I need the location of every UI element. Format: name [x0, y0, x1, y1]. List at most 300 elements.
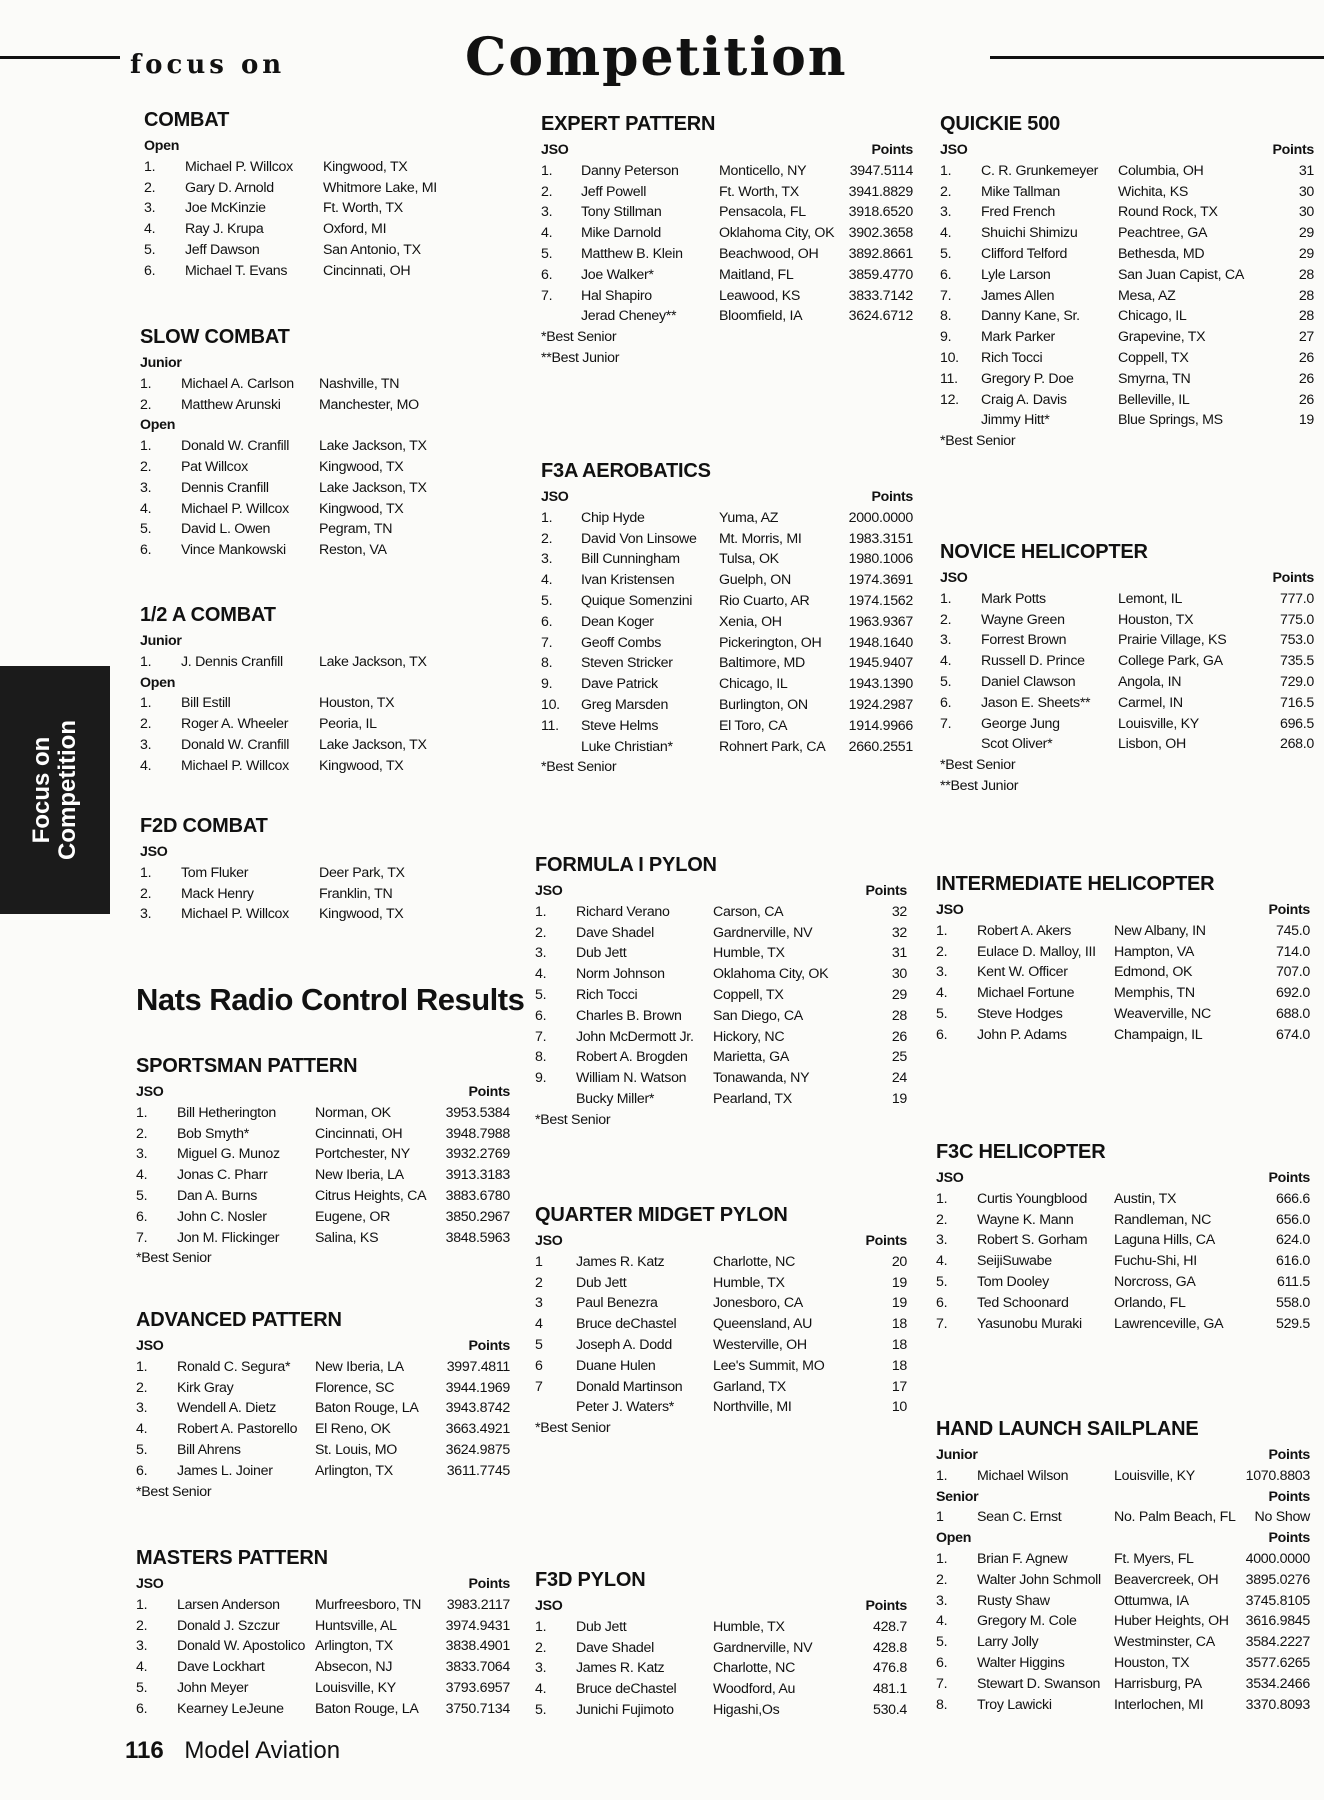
- points: 530.4: [872, 1701, 907, 1718]
- competitor-name: Joseph A. Dodd: [576, 1336, 672, 1353]
- competitor-name: William N. Watson: [576, 1070, 687, 1087]
- competitor-name: Daniel Clawson: [981, 673, 1076, 690]
- competitor-name: Jeff Dawson: [185, 241, 260, 258]
- place: 6.: [936, 1026, 948, 1043]
- result-row: [936, 1314, 1310, 1335]
- result-row: [936, 1293, 1310, 1314]
- points: 3997.4811: [446, 1358, 510, 1375]
- result-row: [535, 1252, 907, 1273]
- hometown: Cincinnati, OH: [315, 1125, 403, 1142]
- place: 5.: [936, 1005, 948, 1022]
- competitor-name: Dub Jett: [576, 1618, 627, 1635]
- hometown: Citrus Heights, CA: [315, 1187, 427, 1204]
- place: 4: [535, 1316, 543, 1333]
- points: 20: [891, 1253, 907, 1270]
- hometown: Xenia, OH: [719, 613, 782, 630]
- hometown: St. Louis, MO: [315, 1441, 398, 1458]
- points: 1945.9407: [848, 655, 913, 672]
- hometown: Monticello, NY: [719, 162, 807, 179]
- points: 27: [1298, 329, 1314, 346]
- place: 2.: [936, 1211, 948, 1228]
- place: 7.: [936, 1675, 948, 1692]
- place: 6.: [541, 266, 553, 283]
- competitor-name: Fred French: [981, 204, 1055, 221]
- section-quickie-500: [940, 110, 1314, 452]
- competitor-name: Yasunobu Muraki: [977, 1315, 1082, 1332]
- hometown: Oxford, MI: [323, 221, 387, 238]
- points: 17: [891, 1378, 907, 1395]
- result-row: [940, 286, 1314, 307]
- hometown: Garland, TX: [713, 1378, 786, 1395]
- competitor-name: George Jung: [981, 715, 1060, 732]
- competitor-name: Kent W. Officer: [977, 964, 1068, 981]
- result-row: [936, 1695, 1310, 1716]
- competitor-name: Matthew B. Klein: [581, 245, 683, 262]
- group-header: [140, 842, 440, 863]
- hometown: Huber Heights, OH: [1114, 1613, 1229, 1630]
- hometown: Arlington, TX: [315, 1462, 393, 1479]
- section-f3d-pylon: [535, 1566, 907, 1721]
- result-row: [936, 1653, 1310, 1674]
- result-row: [140, 457, 440, 478]
- group-header: [936, 1445, 1310, 1466]
- result-row: [940, 410, 1314, 431]
- footnote: *Best Senior: [535, 1111, 611, 1128]
- place: 1: [936, 1509, 944, 1526]
- competitor-name: Kirk Gray: [177, 1379, 234, 1396]
- place: 2.: [535, 924, 547, 941]
- result-row: [535, 1027, 907, 1048]
- hometown: Baton Rouge, LA: [315, 1400, 419, 1417]
- points: 611.5: [1277, 1273, 1310, 1290]
- footnote: *Best Senior: [136, 1250, 212, 1267]
- result-row: [140, 735, 440, 756]
- hometown: Jonesboro, CA: [713, 1295, 803, 1312]
- place: 5.: [940, 673, 952, 690]
- section-title: ADVANCED PATTERN: [136, 1309, 342, 1331]
- competitor-name: Gregory M. Cole: [977, 1613, 1077, 1630]
- place: 1.: [936, 922, 948, 939]
- section-title: QUARTER MIDGET PYLON: [535, 1204, 788, 1226]
- place: 5.: [936, 1634, 948, 1651]
- competitor-name: Steven Stricker: [581, 655, 673, 672]
- points: 1974.3691: [848, 572, 913, 589]
- page-footer: [125, 1737, 340, 1765]
- side-tab-line2: Competition: [54, 720, 81, 860]
- result-row: [940, 348, 1314, 369]
- hometown: Maitland, FL: [719, 266, 794, 283]
- result-row: [136, 1378, 510, 1399]
- place: 3.: [140, 479, 152, 496]
- competitor-name: Bill Ahrens: [177, 1441, 241, 1458]
- result-row: [136, 1357, 510, 1378]
- group-header: [136, 1082, 510, 1103]
- competitor-name: Bruce deChastel: [576, 1316, 677, 1333]
- points-header: Points: [1268, 902, 1310, 918]
- result-row: [936, 1230, 1310, 1251]
- hometown: Bloomfield, IA: [719, 308, 803, 325]
- section-advanced-pattern: [136, 1306, 510, 1502]
- hometown: Lake Jackson, TX: [319, 736, 427, 753]
- result-row: [136, 1103, 510, 1124]
- place: 3.: [535, 1660, 547, 1677]
- competitor-name: Charles B. Brown: [576, 1007, 682, 1024]
- competitor-name: Geoff Combs: [581, 634, 662, 651]
- competitor-name: Quique Somenzini: [581, 592, 693, 609]
- footnote: *Best Senior: [541, 759, 617, 776]
- competitor-name: Dub Jett: [576, 945, 627, 962]
- hometown: Carmel, IN: [1118, 694, 1183, 711]
- competitor-name: Brian F. Agnew: [977, 1550, 1068, 1567]
- hometown: Westminster, CA: [1114, 1634, 1215, 1651]
- result-row: [535, 1335, 907, 1356]
- result-row: [940, 589, 1314, 610]
- place: 2.: [541, 183, 553, 200]
- group-label: JSO: [136, 1338, 164, 1354]
- footnote: **Best Junior: [541, 349, 620, 366]
- result-row: [936, 1189, 1310, 1210]
- points: 2660.2551: [848, 738, 913, 755]
- place: 8.: [940, 308, 952, 325]
- group-header: [140, 415, 440, 436]
- group-header: [936, 900, 1310, 921]
- result-row: [140, 652, 440, 673]
- place: 2.: [940, 183, 952, 200]
- competitor-name: Lyle Larson: [981, 266, 1051, 283]
- hometown: Nashville, TN: [319, 375, 400, 392]
- place: 5.: [535, 1701, 547, 1718]
- hometown: Higashi,Os: [713, 1701, 780, 1718]
- section-sportsman-pattern: [136, 1052, 510, 1269]
- result-row: [535, 1679, 907, 1700]
- points: 656.0: [1275, 1211, 1310, 1228]
- result-row: [535, 1089, 907, 1110]
- competitor-name: Craig A. Davis: [981, 391, 1067, 408]
- result-row: [541, 695, 913, 716]
- hometown: Lemont, IL: [1118, 590, 1183, 607]
- points: 1914.9966: [848, 717, 913, 734]
- competitor-name: Rich Tocci: [981, 349, 1043, 366]
- place: 6: [535, 1357, 543, 1374]
- group-label: JSO: [535, 1233, 563, 1249]
- place: 4.: [535, 966, 547, 983]
- group-header: [936, 1487, 1310, 1508]
- group-label: Senior: [936, 1488, 979, 1505]
- hometown: New Iberia, LA: [315, 1167, 404, 1184]
- hometown: Marietta, GA: [713, 1049, 790, 1066]
- competitor-name: Ray J. Krupa: [185, 221, 264, 238]
- place: 5.: [136, 1679, 148, 1696]
- hometown: Fuchu-Shi, HI: [1114, 1253, 1197, 1270]
- result-row: [535, 1293, 907, 1314]
- place: 5.: [541, 245, 553, 262]
- group-label: JSO: [535, 883, 563, 899]
- points: 3883.6780: [445, 1187, 510, 1204]
- competitor-name: Vince Mankowski: [181, 542, 286, 559]
- hometown: Houston, TX: [1118, 611, 1194, 628]
- result-row: [144, 219, 444, 240]
- section-half-a-combat: [140, 601, 440, 777]
- competitor-name: James Allen: [981, 287, 1055, 304]
- side-tab-line1: Focus on: [28, 736, 55, 844]
- group-label: Junior: [140, 633, 182, 649]
- result-row: [140, 436, 440, 457]
- competitor-name: John McDermott Jr.: [576, 1028, 694, 1045]
- place: 2.: [140, 396, 152, 413]
- result-row: [940, 182, 1314, 203]
- place: 5: [535, 1336, 543, 1353]
- hometown: Tulsa, OK: [719, 551, 779, 568]
- place: 5.: [140, 521, 152, 538]
- points: 30: [1298, 204, 1314, 221]
- competitor-name: Forrest Brown: [981, 632, 1067, 649]
- points: 775.0: [1279, 611, 1314, 628]
- points: 428.7: [872, 1618, 907, 1635]
- points: 3838.4901: [445, 1638, 510, 1655]
- points: 707.0: [1275, 964, 1310, 981]
- competitor-name: Donald Martinson: [576, 1378, 683, 1395]
- competitor-name: Duane Hulen: [576, 1357, 656, 1374]
- place: 1.: [936, 1467, 948, 1484]
- result-row: [136, 1228, 510, 1249]
- competitor-name: Robert A. Brogden: [576, 1049, 688, 1066]
- place: 5.: [136, 1187, 148, 1204]
- result-row: [136, 1440, 510, 1461]
- result-row: [140, 519, 440, 540]
- place: 6.: [940, 694, 952, 711]
- result-row: [541, 549, 913, 570]
- result-row: [940, 651, 1314, 672]
- hometown: New Albany, IN: [1114, 922, 1206, 939]
- result-row: [936, 983, 1310, 1004]
- result-row: [936, 1591, 1310, 1612]
- group-header: [136, 1574, 510, 1595]
- points: 1963.9367: [848, 613, 913, 630]
- points: 31: [1298, 162, 1314, 179]
- hometown: Kingwood, TX: [323, 158, 408, 175]
- points: 674.0: [1275, 1026, 1310, 1043]
- hometown: San Diego, CA: [713, 1007, 803, 1024]
- hometown: Hampton, VA: [1114, 943, 1195, 960]
- place: 5.: [535, 986, 547, 1003]
- competitor-name: Tom Dooley: [977, 1273, 1049, 1290]
- points: 32: [891, 903, 907, 920]
- section-title: F3D PYLON: [535, 1569, 646, 1591]
- footnote: *Best Senior: [940, 433, 1016, 450]
- competitor-name: Dean Koger: [581, 613, 654, 630]
- result-row: [535, 1700, 907, 1721]
- hometown: Rio Cuarto, AR: [719, 592, 810, 609]
- result-row: [541, 182, 913, 203]
- hometown: Peachtree, GA: [1118, 225, 1208, 242]
- points: 558.0: [1275, 1294, 1310, 1311]
- result-row: [541, 653, 913, 674]
- place: 4.: [936, 985, 948, 1002]
- competitor-name: Luke Christian*: [581, 738, 673, 755]
- place: 1.: [136, 1596, 148, 1613]
- points: 3584.2227: [1245, 1634, 1310, 1651]
- result-row: [144, 240, 444, 261]
- hometown: Norcross, GA: [1114, 1273, 1196, 1290]
- result-row: [535, 1617, 907, 1638]
- footnote: *Best Senior: [535, 1420, 611, 1437]
- result-row: [541, 265, 913, 286]
- points: 688.0: [1275, 1005, 1310, 1022]
- competitor-name: James L. Joiner: [177, 1462, 273, 1479]
- points: 26: [891, 1028, 907, 1045]
- points: 29: [891, 986, 907, 1003]
- result-row: [940, 244, 1314, 265]
- hometown: Ottumwa, IA: [1114, 1592, 1189, 1609]
- place: 4.: [136, 1167, 148, 1184]
- points: 777.0: [1279, 590, 1314, 607]
- place: 4.: [541, 225, 553, 242]
- hometown: Baltimore, MD: [719, 655, 805, 672]
- hometown: Lake Jackson, TX: [319, 438, 427, 455]
- place: 6.: [140, 542, 152, 559]
- section-expert-pattern: [541, 110, 913, 369]
- section-title: HAND LAUNCH SAILPLANE: [936, 1418, 1199, 1440]
- hometown: Queensland, AU: [713, 1316, 813, 1333]
- result-row: [940, 610, 1314, 631]
- competitor-name: Bill Estill: [181, 695, 231, 712]
- place: 11.: [541, 717, 559, 734]
- result-row: [541, 306, 913, 327]
- points: 28: [1298, 266, 1314, 283]
- points: 4000.0000: [1245, 1550, 1310, 1567]
- points: 3850.2967: [445, 1208, 510, 1225]
- place: 3.: [936, 1592, 948, 1609]
- place: 4.: [136, 1659, 148, 1676]
- competitor-name: Ronald C. Segura*: [177, 1358, 291, 1375]
- place: 3.: [140, 906, 152, 923]
- place: 2.: [541, 530, 553, 547]
- competitor-name: Pat Willcox: [181, 458, 248, 475]
- place: 10.: [940, 349, 959, 366]
- points-header: Points: [1268, 1447, 1310, 1463]
- points: 1070.8803: [1245, 1467, 1310, 1484]
- competitor-name: David L. Owen: [181, 521, 271, 538]
- place: 2.: [144, 179, 156, 196]
- group-header: [940, 140, 1314, 161]
- place: 9.: [541, 676, 553, 693]
- result-row: [136, 1595, 510, 1616]
- competitor-name: Stewart D. Swanson: [977, 1675, 1101, 1692]
- competitor-name: Junichi Fujimoto: [576, 1701, 674, 1718]
- place: 3.: [136, 1638, 148, 1655]
- result-row: [535, 1273, 907, 1294]
- competitor-name: Dub Jett: [576, 1274, 627, 1291]
- points: 666.6: [1275, 1190, 1310, 1207]
- hometown: Woodford, Au: [713, 1681, 796, 1698]
- hometown: Northville, MI: [713, 1399, 792, 1416]
- result-row: [936, 1025, 1310, 1046]
- competitor-name: Jimmy Hitt*: [981, 412, 1050, 429]
- points: 268.0: [1279, 736, 1314, 753]
- competitor-name: Robert A. Pastorello: [177, 1421, 298, 1438]
- points-header: Points: [468, 1338, 510, 1354]
- result-row: [541, 529, 913, 550]
- hometown: Laguna Hills, CA: [1114, 1232, 1215, 1249]
- place: 7.: [940, 287, 952, 304]
- group-label: Junior: [936, 1447, 978, 1463]
- points: 19: [891, 1090, 907, 1107]
- result-row: [140, 499, 440, 520]
- place: 1.: [140, 438, 152, 455]
- place: 6.: [936, 1654, 948, 1671]
- header-rule-right: [990, 56, 1324, 59]
- place: 4.: [140, 757, 152, 774]
- result-row: [140, 374, 440, 395]
- competitor-name: Michael Fortune: [977, 985, 1075, 1002]
- result-row: [940, 265, 1314, 286]
- place: 2.: [936, 1571, 948, 1588]
- points-header: Points: [871, 142, 913, 158]
- place: 1.: [535, 1618, 547, 1635]
- result-row: [535, 964, 907, 985]
- result-row: [140, 714, 440, 735]
- competitor-name: Bill Cunningham: [581, 551, 680, 568]
- hometown: Belleville, IL: [1118, 391, 1190, 408]
- place: 3.: [136, 1400, 148, 1417]
- points: 716.5: [1279, 694, 1314, 711]
- result-row: [535, 943, 907, 964]
- hometown: Chicago, IL: [719, 676, 788, 693]
- place: 7.: [136, 1229, 148, 1246]
- hometown: Pegram, TN: [319, 521, 393, 538]
- place: 5.: [144, 241, 156, 258]
- competitor-name: Jason E. Sheets**: [981, 694, 1091, 711]
- group-header: [136, 1336, 510, 1357]
- group-label: JSO: [136, 1084, 164, 1100]
- hometown: Absecon, NJ: [315, 1659, 393, 1676]
- place: 6.: [136, 1208, 148, 1225]
- group-header: [144, 136, 444, 157]
- competitor-name: Norm Johnson: [576, 966, 665, 983]
- place: 2.: [535, 1639, 547, 1656]
- hometown: New Iberia, LA: [315, 1358, 404, 1375]
- hometown: Pickerington, OH: [719, 634, 822, 651]
- result-row: [936, 1674, 1310, 1695]
- hometown: Louisville, KY: [1118, 715, 1199, 732]
- page-number: 116: [125, 1737, 164, 1764]
- section-title: QUICKIE 500: [940, 113, 1061, 135]
- result-row: [936, 1570, 1310, 1591]
- competitor-name: Michael P. Willcox: [181, 500, 289, 517]
- place: 2.: [136, 1617, 148, 1634]
- competitor-name: Wendell A. Dietz: [177, 1400, 277, 1417]
- group-header: [140, 673, 440, 694]
- result-row: [541, 202, 913, 223]
- hometown: Arlington, TX: [315, 1638, 393, 1655]
- competitor-name: Michael P. Willcox: [185, 158, 293, 175]
- points: 476.8: [872, 1660, 907, 1677]
- points: 3611.7745: [446, 1462, 510, 1479]
- hometown: College Park, GA: [1118, 653, 1223, 670]
- competitor-name: Bruce deChastel: [576, 1681, 677, 1698]
- points: 3663.4921: [445, 1421, 510, 1438]
- group-header: [940, 568, 1314, 589]
- competitor-name: Chip Hyde: [581, 509, 645, 526]
- hometown: Cincinnati, OH: [323, 262, 411, 279]
- points: 1974.1562: [848, 592, 913, 609]
- hometown: Grapevine, TX: [1118, 329, 1206, 346]
- place: 7.: [936, 1315, 948, 1332]
- result-row: [541, 674, 913, 695]
- footnote: *Best Senior: [136, 1483, 212, 1500]
- hometown: Beavercreek, OH: [1114, 1571, 1219, 1588]
- points: 529.5: [1275, 1315, 1310, 1332]
